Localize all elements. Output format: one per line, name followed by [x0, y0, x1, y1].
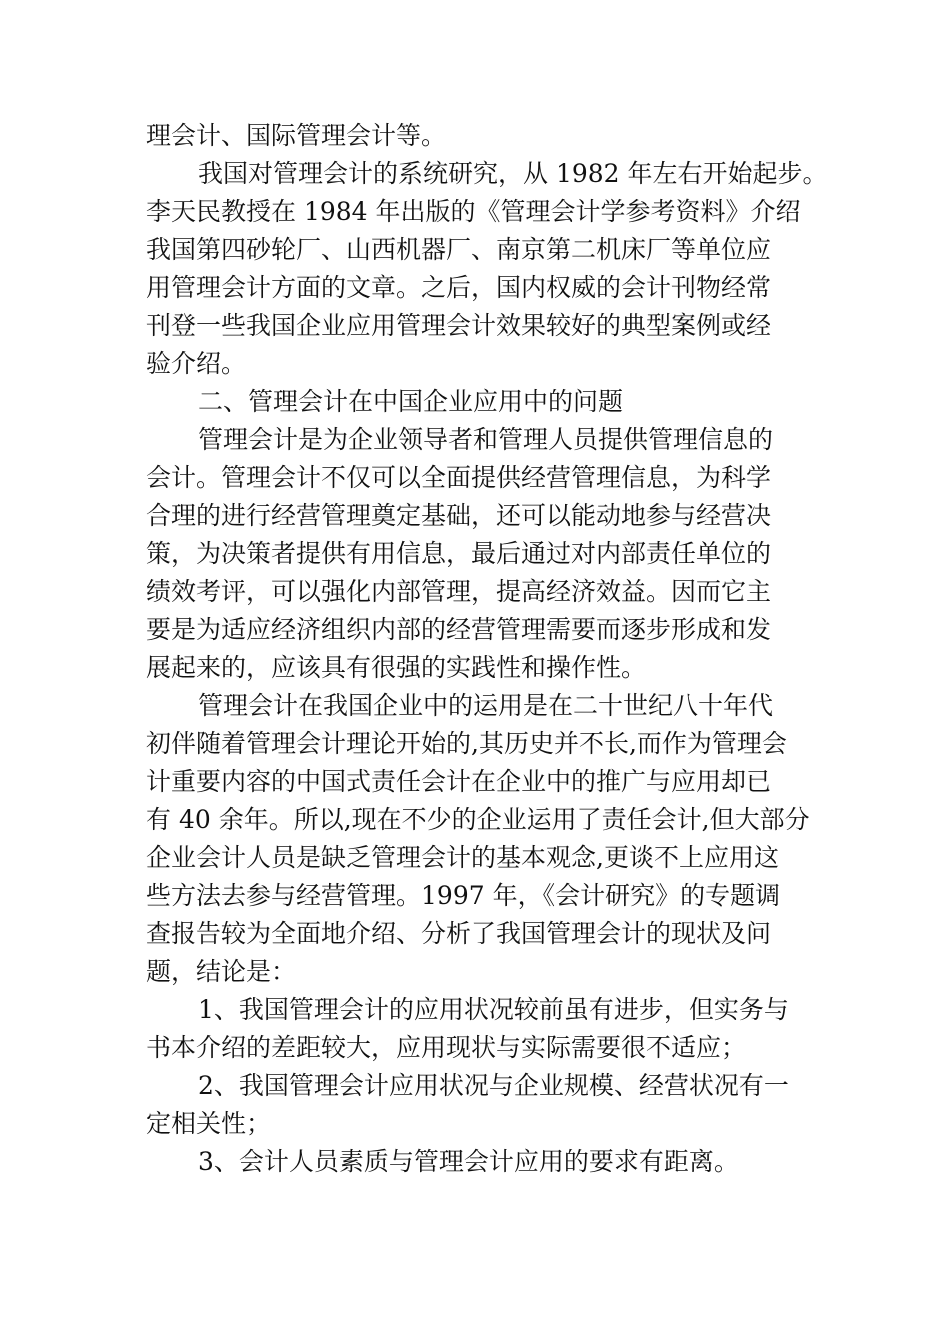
text-line: 刊登一些我国企业应用管理会计效果较好的典型案例或经 [146, 311, 772, 340]
text-line: 管理会计在我国企业中的运用是在二十世纪八十年代 [198, 691, 774, 720]
text-line: 展起来的，应该具有很强的实践性和操作性。 [146, 653, 647, 682]
text-line: 些方法去参与经营管理。1997 年，《会计研究》的专题调 [146, 881, 781, 910]
text-line: 企业会计人员是缺乏管理会计的基本观念,更谈不上应用这 [146, 843, 779, 872]
text-line: 绩效考评，可以强化内部管理，提高经济效益。因而它主 [146, 577, 772, 606]
text-line: 计重要内容的中国式责任会计在企业中的推广与应用却已 [146, 767, 772, 796]
text-line: 我国第四砂轮厂、山西机器厂、南京第二机床厂等单位应 [146, 235, 772, 264]
text-line: 3、会计人员素质与管理会计应用的要求有距离。 [198, 1147, 739, 1176]
text-line: 我国对管理会计的系统研究，从 1982 年左右开始起步。 [198, 159, 828, 188]
text-line: 二、管理会计在中国企业应用中的问题 [198, 387, 624, 416]
text-line: 题，结论是： [146, 957, 297, 986]
text-line: 查报告较为全面地介绍、分析了我国管理会计的现状及问 [146, 919, 772, 948]
text-line: 策，为决策者提供有用信息，最后通过对内部责任单位的 [146, 539, 772, 568]
text-line: 管理会计是为企业领导者和管理人员提供管理信息的 [198, 425, 774, 454]
text-line: 理会计、国际管理会计等。 [146, 121, 447, 150]
text-line: 2、我国管理会计应用状况与企业规模、经营状况有一 [198, 1071, 789, 1100]
text-line: 有 40 余年。所以,现在不少的企业运用了责任会计,但大部分 [146, 805, 810, 834]
text-line: 会计。管理会计不仅可以全面提供经营管理信息，为科学 [146, 463, 772, 492]
text-line: 定相关性； [146, 1109, 272, 1138]
text-line: 初伴随着管理会计理论开始的,其历史并不长,而作为管理会 [146, 729, 787, 758]
text-line: 要是为适应经济组织内部的经营管理需要而逐步形成和发 [146, 615, 772, 644]
text-line: 验介绍。 [146, 349, 247, 378]
text-line: 李天民教授在 1984 年出版的《管理会计学参考资料》介绍 [146, 197, 801, 226]
text-line: 合理的进行经营管理奠定基础，还可以能动地参与经营决 [146, 501, 772, 530]
text-line: 用管理会计方面的文章。之后，国内权威的会计刊物经常 [146, 273, 772, 302]
text-line: 1、我国管理会计的应用状况较前虽有进步，但实务与 [198, 995, 789, 1024]
text-line: 书本介绍的差距较大，应用现状与实际需要很不适应； [146, 1033, 747, 1062]
body-text [146, 117, 828, 1181]
